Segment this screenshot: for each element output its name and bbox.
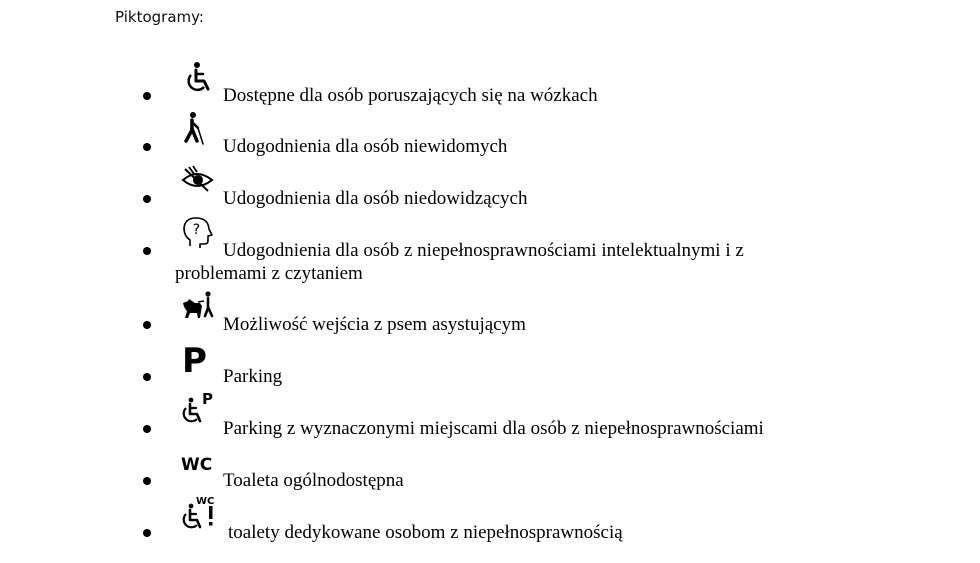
- bullet: [143, 143, 151, 151]
- bullet: [143, 195, 151, 203]
- page-heading: Piktogramy:: [115, 8, 204, 26]
- bullet: [143, 529, 151, 537]
- accessible-wc-text: WC: [196, 496, 215, 507]
- wc-icon: [180, 448, 218, 484]
- item-label: Możliwość wejścia z psem asystującym: [223, 314, 526, 335]
- bullet: [143, 477, 151, 485]
- bullet: [143, 321, 151, 329]
- blind-person-cane-icon: [180, 111, 218, 147]
- accessible-parking-icon: [180, 390, 218, 426]
- assistance-dog-icon: [180, 290, 218, 326]
- item-label: Parking z wyznaczonymi miejscami dla osób z niepełnosprawnościami: [223, 418, 764, 439]
- bullet: [143, 373, 151, 381]
- item-label-continued: problemami z czytaniem: [175, 263, 363, 284]
- item-label: Udogodnienia dla osób z niepełnosprawnościami intelektualnymi i z: [223, 240, 744, 261]
- bullet: [143, 247, 151, 255]
- item-label: Udogodnienia dla osób niedowidzących: [223, 188, 528, 209]
- bullet: [143, 92, 151, 100]
- item-label: Dostępne dla osób poruszających się na wózkach: [223, 85, 598, 106]
- parking-icon-text: P: [182, 341, 207, 381]
- item-label: toalety dedykowane osobom z niepełnosprawnością: [228, 522, 623, 543]
- wc-icon-text: WC: [181, 455, 213, 475]
- svg-text:?: ?: [192, 222, 201, 238]
- accessible-wc-icon: [180, 494, 218, 530]
- cognitive-head-question-icon: [180, 214, 218, 250]
- item-label: Udogodnienia dla osób niewidomych: [223, 136, 508, 157]
- parking-icon: [180, 341, 218, 381]
- accessible-parking-letter: P: [202, 390, 213, 408]
- bullet: [143, 425, 151, 433]
- item-label: Parking: [223, 366, 283, 387]
- low-vision-eye-icon: [180, 163, 218, 199]
- item-label: Toaleta ogólnodostępna: [223, 470, 404, 491]
- wheelchair-icon: [180, 60, 218, 96]
